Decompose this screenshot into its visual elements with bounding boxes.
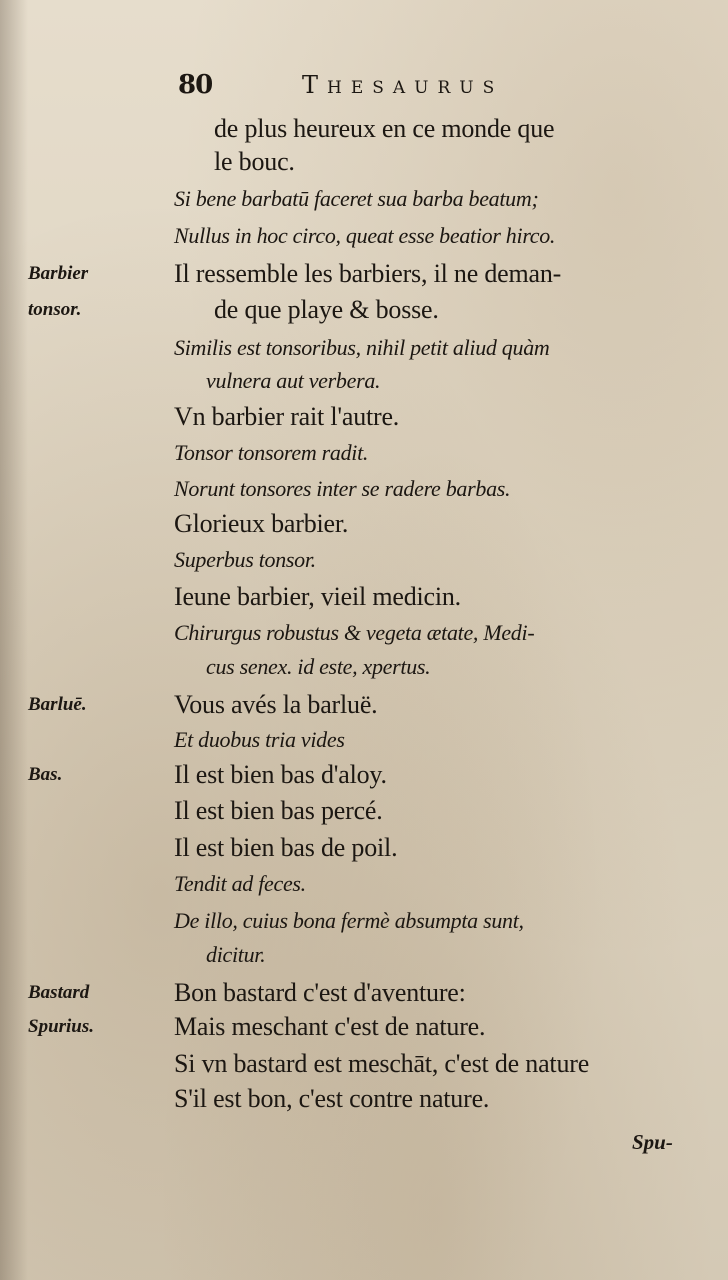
text-line: [0, 833, 728, 869]
marginal-note: Spurius.: [28, 1016, 95, 1037]
line-text: Vous avés la barluë.: [174, 690, 378, 719]
text-line: [0, 259, 728, 295]
text-line: [0, 582, 728, 618]
text-line: [0, 440, 728, 476]
line-text: De illo, cuius bona fermè absumpta sunt,: [174, 908, 524, 933]
marginal-note: Barbier: [28, 263, 89, 284]
line-text: Chirurgus robustus & vegeta ætate, Medi-: [174, 620, 535, 645]
line-text: Ieune barbier, vieil medicin.: [174, 582, 461, 611]
line-text: le bouc.: [214, 147, 295, 176]
text-line: [0, 335, 728, 371]
line-text: Si bene barbatū faceret sua barba beatum;: [174, 186, 539, 211]
marginal-note: Barluē.: [28, 694, 87, 715]
marginal-note: Bastard: [28, 982, 90, 1003]
line-text: Il ressemble les barbiers, il ne deman-: [174, 259, 562, 288]
line-text: dicitur.: [206, 942, 266, 967]
line-text: Il est bien bas de poil.: [174, 833, 398, 862]
line-text: Nullus in hoc circo, queat esse beatior hirco.: [174, 223, 556, 248]
text-line: [0, 760, 728, 796]
line-text: Mais meschant c'est de nature.: [174, 1012, 486, 1041]
line-text: de plus heureux en ce monde que: [214, 114, 555, 143]
text-line: [0, 796, 728, 832]
text-line: [0, 654, 728, 690]
line-text: Vn barbier rait l'autre.: [174, 402, 400, 431]
text-line: [0, 727, 728, 763]
text-line: [0, 942, 728, 978]
text-line: [0, 147, 728, 183]
line-text: Tendit ad feces.: [174, 871, 306, 896]
text-line: [0, 1049, 728, 1085]
line-text: Tonsor tonsorem radit.: [174, 440, 369, 465]
text-line: [0, 690, 728, 726]
line-text: vulnera aut verbera.: [206, 368, 381, 393]
running-title: Thesaurus: [302, 71, 504, 99]
text-line: [0, 871, 728, 907]
text-line: [0, 186, 728, 222]
text-line: [0, 908, 728, 944]
page-number: 80: [178, 70, 213, 100]
line-text: Il est bien bas d'aloy.: [174, 760, 387, 789]
line-text: Similis est tonsoribus, nihil petit aliud quàm: [174, 335, 550, 360]
text-line: [0, 547, 728, 583]
text-line: [0, 1012, 728, 1048]
text-line: [0, 1084, 728, 1120]
line-text: Bon bastard c'est d'aventure:: [174, 978, 466, 1007]
line-text: Norunt tonsores inter se radere barbas.: [174, 476, 511, 501]
line-text: Si vn bastard est meschāt, c'est de nature: [174, 1049, 590, 1078]
page-header: [174, 70, 614, 104]
line-text: Superbus tonsor.: [174, 547, 316, 572]
text-line: [0, 509, 728, 545]
text-line: [0, 114, 728, 150]
line-text: de que playe & bosse.: [214, 295, 439, 324]
catchword: Spu-: [632, 1130, 673, 1154]
text-line: [0, 368, 728, 404]
text-line: [0, 295, 728, 331]
marginal-note: Bas.: [28, 764, 63, 785]
line-text: Il est bien bas percé.: [174, 796, 383, 825]
text-line: [0, 978, 728, 1014]
line-text: S'il est bon, c'est contre nature.: [174, 1084, 490, 1113]
line-text: cus senex. id este, xpertus.: [206, 654, 431, 679]
text-line: [0, 620, 728, 656]
line-text: Glorieux barbier.: [174, 509, 349, 538]
text-line: [0, 223, 728, 259]
text-line: [0, 402, 728, 438]
marginal-note: tonsor.: [28, 299, 82, 320]
line-text: Et duobus tria vides: [174, 727, 345, 752]
text-line: [0, 476, 728, 512]
